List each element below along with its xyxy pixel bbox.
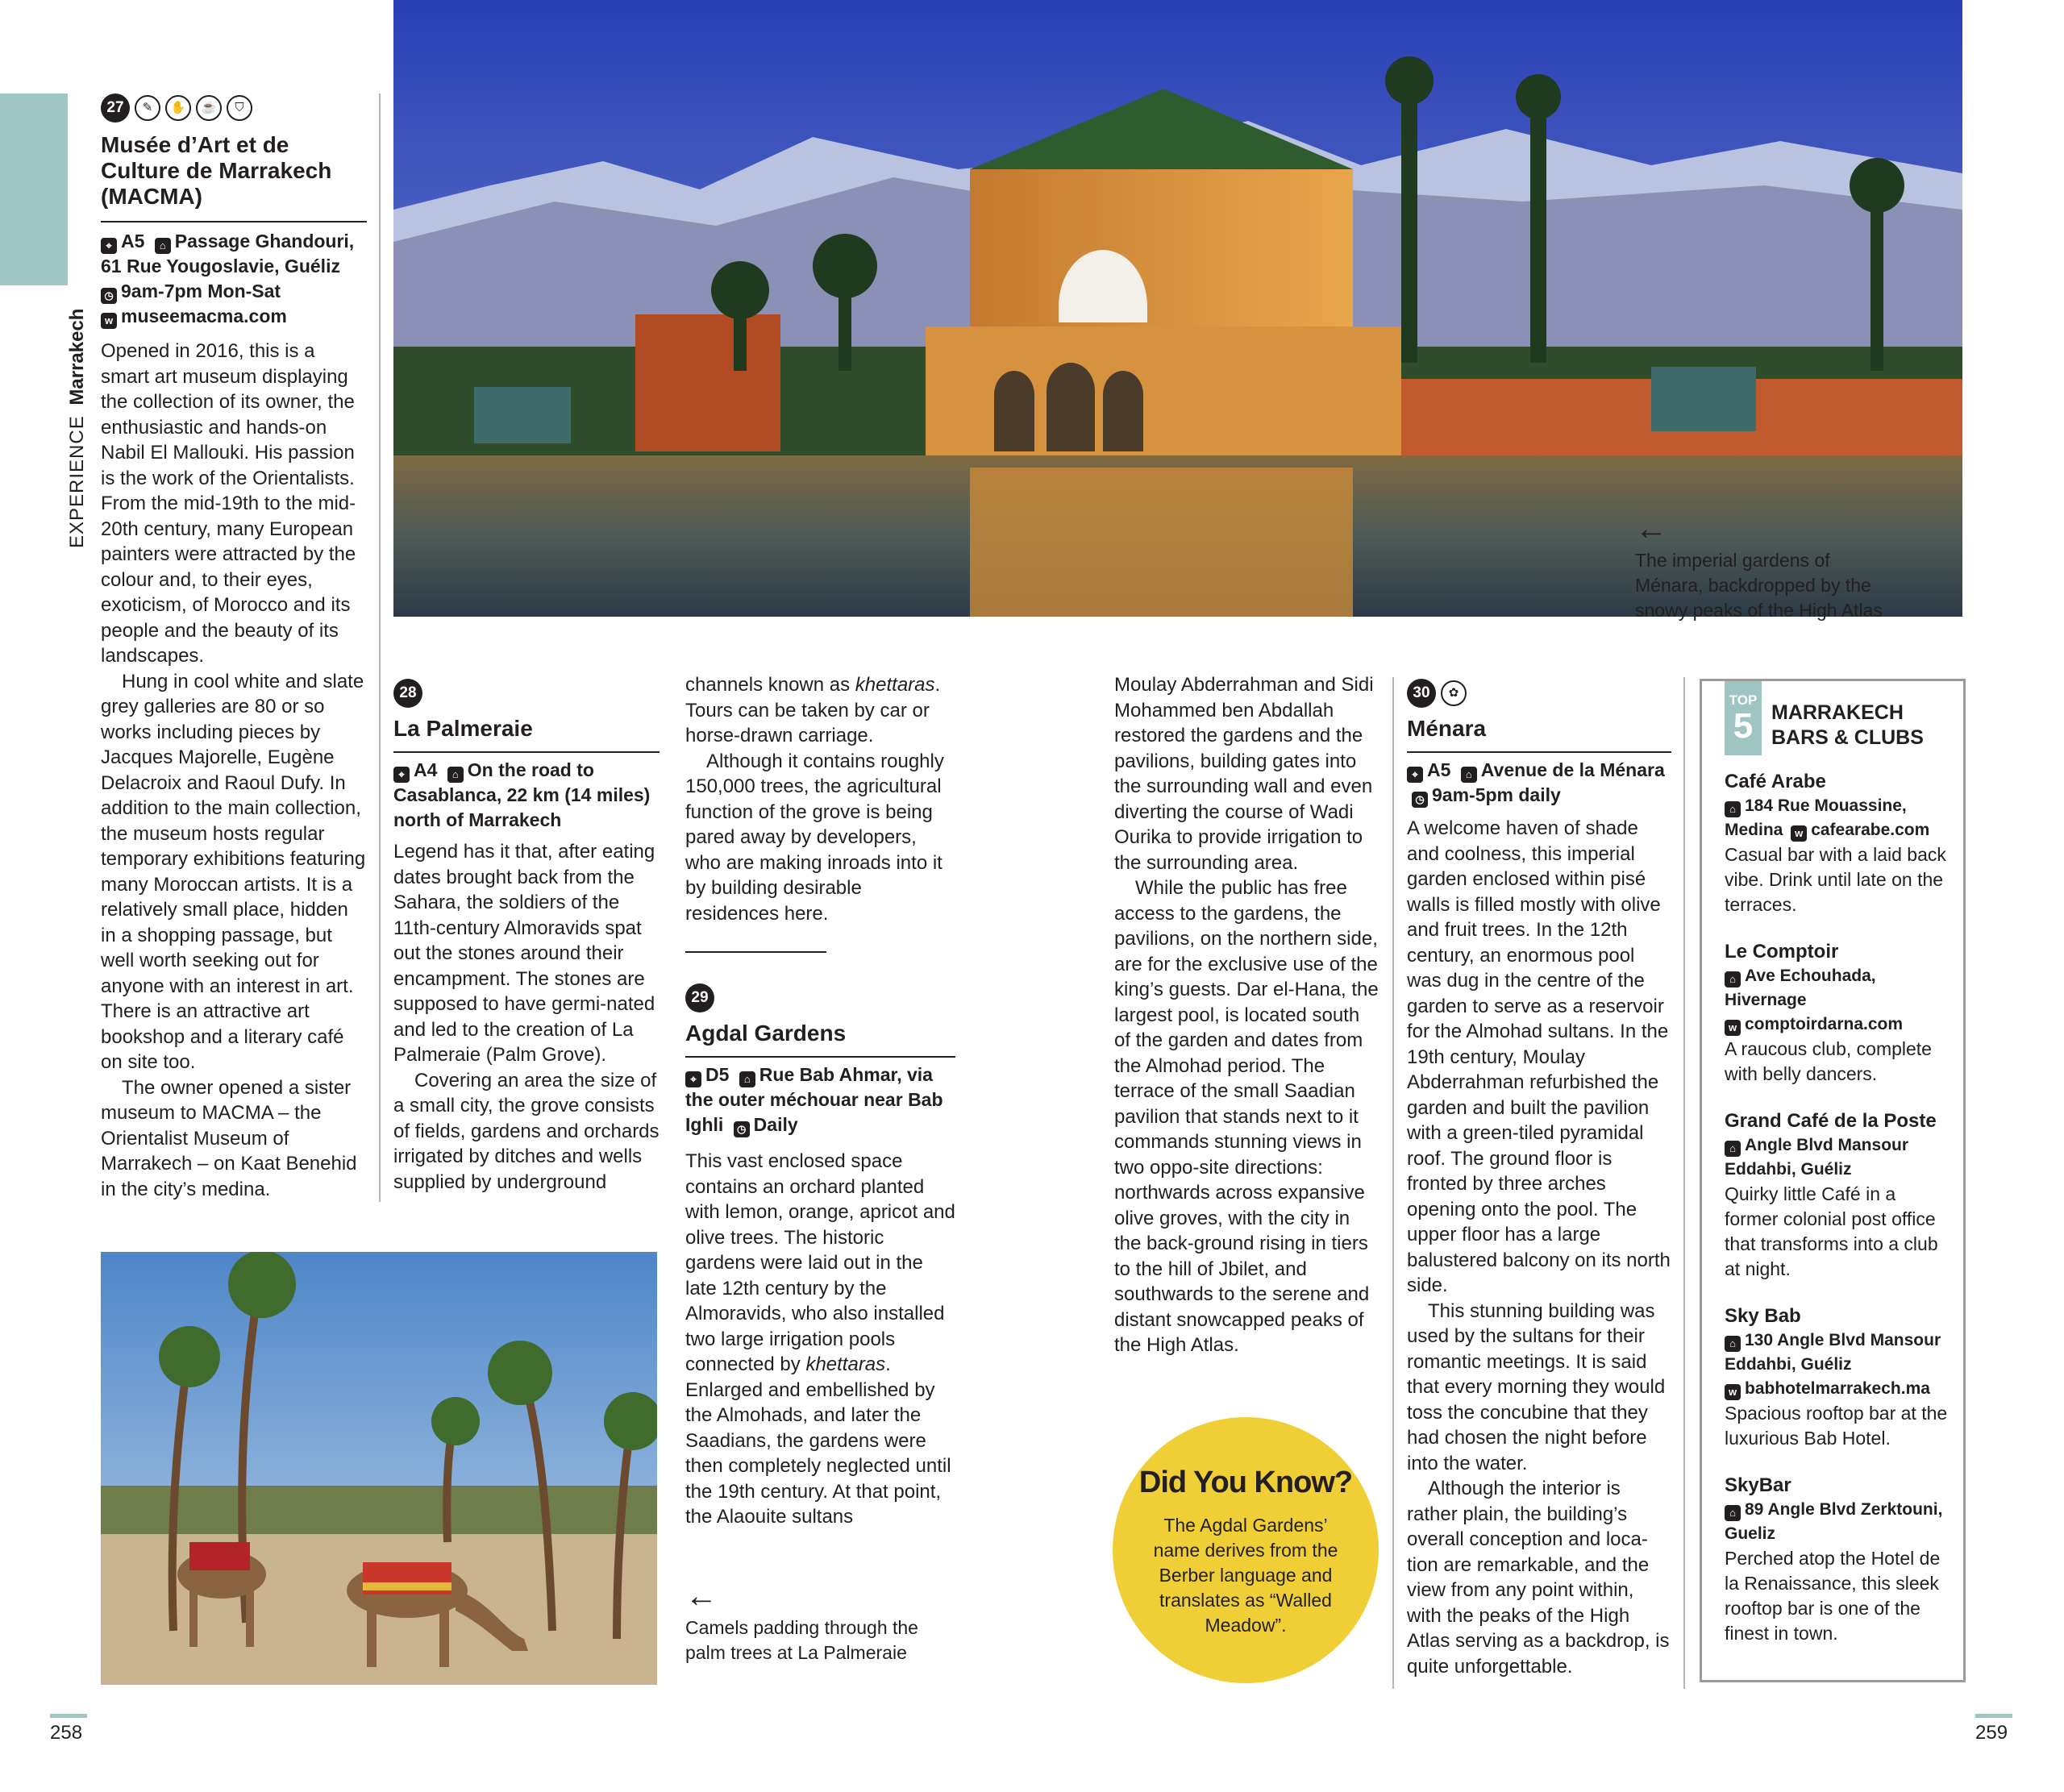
hours: 9am-7pm Mon-Sat bbox=[121, 281, 281, 301]
address: Avenue de la Ménara bbox=[1480, 759, 1665, 780]
paragraph: Legend has it that, after eating dates brought back from the Sahara, the soldiers of the 11th-century Almoravids spat out the stones around their encampment. The stones are supposed to have germi-nated and led to the creation of La Palmeraie (Palm Grove). bbox=[393, 841, 655, 1066]
entry-info bbox=[685, 1062, 955, 1137]
list-item bbox=[1725, 770, 1949, 917]
entry-29 bbox=[685, 983, 955, 1530]
shopping-bag-icon: ⛉ bbox=[227, 95, 252, 121]
entry-info bbox=[393, 758, 660, 833]
map-ref: A5 bbox=[1427, 759, 1451, 780]
entry-27 bbox=[101, 94, 367, 1202]
paragraph: Hung in cool white and slate grey galleries are 80 or so works including pieces by Jacques Majorelle, Eugène Delacroix and Raoul Dufy. In addition to the main collection, the museum hosts regular temporary exhibitions featuring many Moroccan artists. It is a relatively small place, hidden in a shopping passage, but well worth seeking out for anyone with an interest in art. There is an attractive art bookshop and a literary café on site too. bbox=[101, 670, 366, 1073]
column-divider bbox=[1683, 677, 1685, 1689]
paragraph: This stunning building was used by the sultans for their romantic meetings. It is said that every morning they would toss the concubine that they had chosen the night before into the water. bbox=[1407, 1299, 1666, 1474]
venue-details bbox=[1725, 794, 1949, 842]
venue-address: 184 Rue Mouassine, Medina bbox=[1725, 796, 1907, 839]
venue-address: 130 Angle Blvd Mansour Eddahbi, Guéliz bbox=[1725, 1331, 1941, 1374]
venue-details bbox=[1725, 1498, 1949, 1546]
paragraph: Moulay Abderrahman and Sidi Mohammed ben Abdallah restored the gardens and the pavilions, building gates into the surrounding wall and even diverting the course of Wadi Ourika to provide irrigation to the surrounding area. bbox=[1114, 674, 1374, 874]
venue-address: Angle Blvd Mansour Eddahbi, Guéliz bbox=[1725, 1136, 1909, 1179]
section-tab bbox=[0, 94, 68, 285]
venue-description: Quirky little Café in a former colonial post office that transforms into a club at night. bbox=[1725, 1183, 1938, 1279]
venue-website[interactable]: comptoirdarna.com bbox=[1745, 1015, 1904, 1033]
address-icon: ⌂ bbox=[155, 238, 171, 254]
address: Rue Bab Ahmar, via the outer méchouar near Bab Ighli bbox=[685, 1064, 943, 1135]
venue-name: SkyBar bbox=[1725, 1474, 1791, 1496]
top5-heading: MARRAKECH BARS & CLUBS bbox=[1771, 701, 1924, 749]
venue-description: Casual bar with a laid back vibe. Drink until late on the terraces. bbox=[1725, 844, 1946, 915]
web-icon: w bbox=[101, 313, 117, 329]
entry-title: La Palmeraie bbox=[393, 716, 533, 741]
top5-badge bbox=[1725, 681, 1762, 755]
garden-icon: ✿ bbox=[1441, 680, 1467, 706]
address: On the road to Casablanca, 22 km (14 miles) north of Marrakech bbox=[393, 759, 651, 830]
list-item bbox=[1725, 1474, 1949, 1646]
venue-website[interactable]: babhotelmarrakech.ma bbox=[1745, 1379, 1930, 1398]
address-icon: ⌂ bbox=[1725, 801, 1741, 817]
section-label bbox=[66, 309, 89, 548]
photo-caption: The imperial gardens of Ménara, backdropped by the snowy peaks of the High Atlas bbox=[1635, 550, 1883, 621]
did-you-know-heading: Did You Know? bbox=[1138, 1466, 1353, 1499]
top-label: TOP bbox=[1729, 692, 1758, 708]
column-divider bbox=[1392, 677, 1394, 1689]
section-label-place: Marrakech bbox=[66, 308, 88, 405]
paragraph: This vast enclosed space contains an orchard planted with lemon, orange, apricot and olive trees. The historic gardens were laid out in the late 12th century by the Almoravids, who also installed two large irrigation pools connected by khettaras. Enlarged and embellished by the Almohads, and later the Saadians, the gardens were then completely neglected until the 19th century. At that point, the Alaouite sultans bbox=[685, 1150, 955, 1528]
web-icon: w bbox=[1725, 1020, 1741, 1036]
top5-list bbox=[1725, 770, 1949, 1646]
address-icon: ⌂ bbox=[1725, 1141, 1741, 1157]
page-number-right: 259 bbox=[1975, 1722, 2008, 1744]
venue-description: Spacious rooftop bar at the luxurious Bab Hotel. bbox=[1725, 1403, 1948, 1449]
map-pin-icon: ⌖ bbox=[393, 767, 410, 783]
entry-30 bbox=[1407, 679, 1671, 1679]
list-item bbox=[1725, 1304, 1949, 1451]
paragraph: A welcome haven of shade and coolness, this imperial garden enclosed within pisé walls is filled mostly with olive and fruit trees. In the 12th century, an enormous pool was dug in the centre of the garden to serve as a reservoir for the Almohad sultans. In the 19th century, Moulay Abderrahman refurbished the garden and built the pavilion with a green-tiled pyramidal roof. The ground floor is fronted by three arches opening onto the pool. The upper floor has a large balustered balcony on its north side. bbox=[1407, 817, 1671, 1296]
entry-number-badge: 28 bbox=[393, 679, 422, 708]
map-pin-icon: ⌖ bbox=[101, 238, 117, 254]
paragraph: Although the interior is rather plain, the building’s overall conception and loca-tion are remarkable, and the view from any point within, with the peaks of the High Atlas serving as a backdrop, is quite unforgettable. bbox=[1407, 1478, 1670, 1678]
venue-details bbox=[1725, 964, 1949, 1037]
separator bbox=[685, 951, 826, 953]
venue-name: Sky Bab bbox=[1725, 1305, 1801, 1327]
section-label-prefix: EXPERIENCE bbox=[66, 415, 88, 548]
entry-body bbox=[1407, 816, 1671, 1679]
paragraph: The owner opened a sister museum to MACMA – the Orientalist Museum of Marrakech – on Kaat Benehid in the city’s medina. bbox=[101, 1076, 357, 1200]
entry-info bbox=[101, 229, 367, 329]
venue-address: 89 Angle Blvd Zerktouni, Gueliz bbox=[1725, 1500, 1943, 1543]
entry-28-continued bbox=[685, 672, 951, 926]
top5-header bbox=[1725, 692, 1949, 755]
top-number: 5 bbox=[1733, 706, 1754, 746]
paint-icon: ✎ bbox=[135, 95, 160, 121]
address-icon: ⌂ bbox=[447, 767, 464, 783]
map-pin-icon: ⌖ bbox=[1407, 767, 1423, 783]
address-icon: ⌂ bbox=[1725, 1336, 1741, 1352]
website-link[interactable]: museemacma.com bbox=[121, 306, 287, 326]
paragraph: While the public has free access to the gardens, the pavilions, on the northern side, are for the exclusive use of the king’s guests. Dar el-Hana, the largest pool, is located south of the garden and dates from the Almohad period. The terrace of the small Saadian pavilion that stands next to it commands stunning views in two oppo-site directions: northwards across expansive olive groves, with the city in the back-ground rising in tiers to the hill of Jbilet, and southwards to the serene and distant snowcapped peaks of the High Atlas. bbox=[1114, 877, 1379, 1356]
venue-name: Le Comptoir bbox=[1725, 941, 1839, 963]
venue-description: Perched atop the Hotel de la Renaissance, this sleek rooftop bar is one of the finest in town. bbox=[1725, 1548, 1941, 1644]
venue-address: Ave Echouhada, Hivernage bbox=[1725, 967, 1876, 1009]
clock-icon: ◷ bbox=[734, 1121, 750, 1137]
map-ref: D5 bbox=[705, 1064, 730, 1085]
web-icon: w bbox=[1725, 1384, 1741, 1400]
map-ref: A5 bbox=[121, 231, 145, 252]
entry-number-badge: 30 bbox=[1407, 679, 1436, 708]
entry-29-continued bbox=[1114, 672, 1380, 1358]
address: Passage Ghandouri, 61 Rue Yougoslavie, Guéliz bbox=[101, 231, 355, 276]
page-number-right-marker bbox=[1975, 1714, 2012, 1718]
hand-icon: ✋ bbox=[165, 95, 191, 121]
column-divider bbox=[379, 94, 381, 1202]
list-item bbox=[1725, 940, 1949, 1087]
map-pin-icon: ⌖ bbox=[685, 1071, 701, 1087]
venue-name: Grand Café de la Poste bbox=[1725, 1110, 1937, 1132]
entry-27-icons bbox=[101, 94, 367, 126]
list-item bbox=[1725, 1109, 1949, 1282]
page-number-left-marker bbox=[50, 1714, 87, 1718]
entry-body bbox=[101, 339, 367, 1202]
entry-28 bbox=[393, 679, 660, 1195]
entry-body bbox=[685, 1149, 955, 1530]
camels-illustration bbox=[101, 1252, 657, 1685]
cafe-icon: ☕ bbox=[196, 95, 222, 121]
top5-sidebar bbox=[1700, 679, 1966, 1682]
address-icon: ⌂ bbox=[1725, 971, 1741, 987]
venue-details bbox=[1725, 1328, 1949, 1401]
paragraph: Opened in 2016, this is a smart art museum displaying the collection of its owner, the enthusiastic and hands-on Nabil El Mallouki. His passion is the work of the Orientalists. From the mid-19th to the mid-20th century, many European painters were attracted by the colour and, to their eyes, exoticism, of Morocco and its people and the beauty of its landscapes. bbox=[101, 340, 356, 667]
venue-details bbox=[1725, 1133, 1949, 1182]
entry-title: Musée d’Art et de Culture de Marrakech (MACMA) bbox=[101, 132, 332, 209]
did-you-know-text: The Agdal Gardens’ name derives from the Berber language and translates as “Walled Meadow”. bbox=[1153, 1515, 1338, 1636]
address-icon: ⌂ bbox=[1461, 767, 1477, 783]
clock-icon: ◷ bbox=[1412, 792, 1428, 808]
venue-description: A raucous club, complete with belly dancers. bbox=[1725, 1038, 1932, 1084]
hero-caption-block bbox=[1635, 513, 1901, 623]
entry-number-badge: 29 bbox=[685, 983, 714, 1012]
arrow-left-icon: ← bbox=[1635, 511, 1667, 547]
did-you-know-circle bbox=[1113, 1417, 1379, 1683]
hours: Daily bbox=[753, 1114, 798, 1135]
venue-website[interactable]: cafearabe.com bbox=[1811, 821, 1930, 839]
paragraph: channels known as khettaras. Tours can be taken by car or horse-drawn carriage. bbox=[685, 674, 941, 746]
photo-caption: Camels padding through the palm trees at La Palmeraie bbox=[685, 1617, 918, 1663]
entry-info bbox=[1407, 758, 1671, 808]
entry-title: Agdal Gardens bbox=[685, 1021, 847, 1046]
map-ref: A4 bbox=[414, 759, 438, 780]
paragraph: Covering an area the size of a small city, the grove consists of fields, gardens and orchards irrigated by ditches and wells supplied by underground bbox=[393, 1069, 660, 1193]
hours: 9am-5pm daily bbox=[1432, 784, 1561, 805]
entry-number-badge: 27 bbox=[101, 94, 130, 123]
entry-body bbox=[393, 839, 660, 1195]
address-icon: ⌂ bbox=[1725, 1505, 1741, 1521]
clock-icon: ◷ bbox=[101, 288, 117, 304]
paragraph: Although it contains roughly 150,000 trees, the agricultural function of the grove is being pared away by developers, who are making inroads into it by building desirable residences here. bbox=[685, 750, 944, 925]
venue-name: Café Arabe bbox=[1725, 771, 1826, 792]
camels-caption-block bbox=[685, 1580, 927, 1665]
address-icon: ⌂ bbox=[739, 1071, 755, 1087]
arrow-left-icon: ← bbox=[685, 1578, 718, 1614]
web-icon: w bbox=[1791, 825, 1807, 842]
page-number-left: 258 bbox=[50, 1722, 83, 1744]
camels-photo bbox=[101, 1252, 657, 1685]
entry-title: Ménara bbox=[1407, 716, 1487, 741]
